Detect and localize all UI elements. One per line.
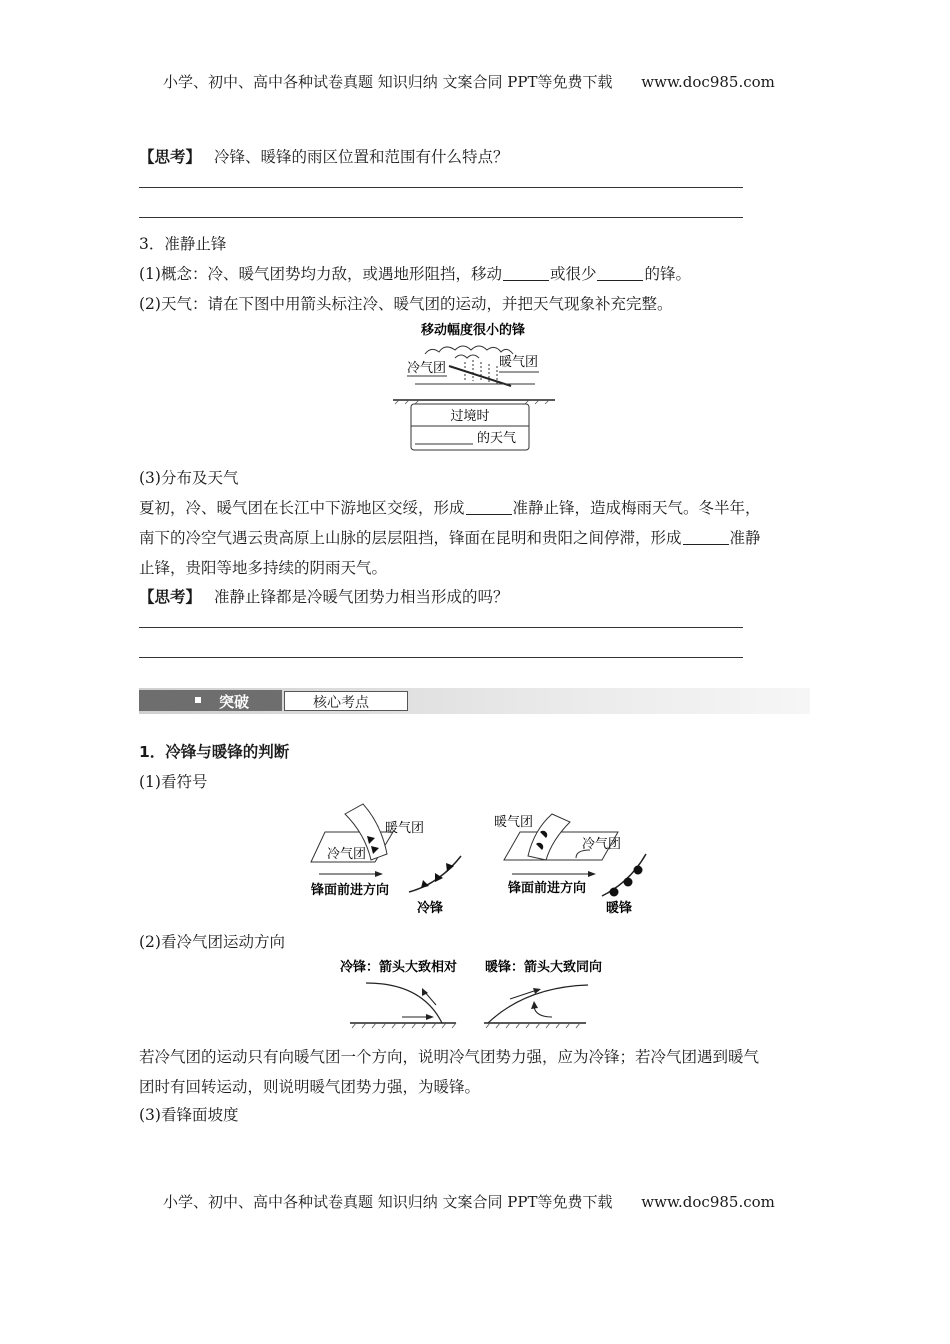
cold-front-label: 冷锋 xyxy=(417,901,444,916)
section-banner xyxy=(139,688,810,714)
concept-prefix: (1)概念：冷、暖气团势均力敌，或遇地形阻挡，移动 xyxy=(139,265,502,283)
fill-blank xyxy=(466,500,512,515)
concept-line xyxy=(139,262,691,284)
section-3-title: 3．准静止锋 xyxy=(139,235,227,253)
warm-front-semicircles xyxy=(610,866,643,897)
cold-front-triangles xyxy=(421,863,454,888)
slope-title: (3)看锋面坡度 xyxy=(139,1106,239,1124)
concept-mid: 或很少 xyxy=(549,265,597,283)
banner-bullet-icon xyxy=(195,697,201,703)
direction-label: 锋面前进方向 xyxy=(311,883,390,898)
direction-label: 锋面前进方向 xyxy=(508,881,587,896)
think-text: 冷锋、暖锋的雨区位置和范围有什么特点？ xyxy=(213,148,509,166)
cold-front-motion-label: 冷锋：箭头大致相对 xyxy=(340,960,458,975)
answer-line xyxy=(139,187,743,188)
air-motion-figure xyxy=(330,955,630,1035)
header-url: www.doc985.com xyxy=(641,73,775,91)
think-tag: 【思考】 xyxy=(139,587,202,606)
answer-line xyxy=(139,627,743,628)
cold-air-label: 冷气团 xyxy=(582,837,622,852)
dist-text: 准静止锋，造成梅雨天气。冬半年， xyxy=(512,499,761,517)
motion-title: (2)看冷气团运动方向 xyxy=(139,933,285,951)
dist-text: 南下的冷空气遇云贵高原上山脉的层层阻挡，锋面在昆明和贵阳之间停滞，形成 xyxy=(139,529,682,547)
fill-blank xyxy=(503,266,549,281)
cold-front-symbol-figure xyxy=(305,800,475,918)
stationary-front-figure xyxy=(385,318,565,458)
warm-air-label: 暖气团 xyxy=(385,821,425,836)
cold-air-label: 冷气团 xyxy=(327,847,367,862)
warm-front-label: 暖锋 xyxy=(606,901,633,916)
fill-blank xyxy=(597,266,643,281)
banner-right-text: 核心考点 xyxy=(313,695,369,711)
warm-air-arrow xyxy=(510,991,534,999)
banner-left-text: 突破 xyxy=(219,693,250,711)
cold-air-return-arrow xyxy=(534,1007,552,1017)
paragraph-line-1: 若冷气团的运动只有向暖气团一个方向，说明冷气团势力强，应为冷锋；若冷气团遇到暖气 xyxy=(139,1048,760,1066)
weather-line: (2)天气：请在下图中用箭头标注冷、暖气团的运动，并把天气现象补充完整。 xyxy=(139,295,673,313)
answer-line xyxy=(139,657,743,658)
distribution-line-2 xyxy=(139,526,761,548)
footer-url: www.doc985.com xyxy=(641,1193,775,1211)
distribution-line-1 xyxy=(139,496,761,518)
cold-air-label: 冷气团 xyxy=(407,361,447,376)
warm-front-motion-label: 暖锋：箭头大致同向 xyxy=(485,960,603,975)
warm-front-symbol-figure xyxy=(490,800,660,918)
dist-text: 准静 xyxy=(729,529,761,547)
think-question-2 xyxy=(139,585,508,607)
banner-left-block xyxy=(139,690,282,711)
figure-title: 移动幅度很小的锋 xyxy=(420,323,526,338)
concept-suffix: 的锋。 xyxy=(644,265,691,283)
header-text: 小学、初中、高中各种试卷真题 知识归纳 文案合同 PPT等免费下载 xyxy=(163,73,613,91)
arrowhead xyxy=(375,871,383,877)
paragraph-line-2: 团时有回转运动，则说明暖气团势力强，为暖锋。 xyxy=(139,1078,481,1096)
distribution-title: (3)分布及天气 xyxy=(139,469,239,487)
arrowhead xyxy=(426,1014,434,1020)
banner-right-box xyxy=(284,691,408,711)
warm-air-label: 暖气团 xyxy=(499,355,539,370)
symbol-title: (1)看符号 xyxy=(139,773,208,791)
think-tag: 【思考】 xyxy=(139,147,202,166)
judge-title: 1．冷锋与暖锋的判断 xyxy=(139,743,290,761)
distribution-line-3: 止锋，贵阳等地多持续的阴雨天气。 xyxy=(139,559,388,577)
front-line xyxy=(602,854,646,896)
box-bottom-text: 的天气 xyxy=(477,431,517,446)
footer-text: 小学、初中、高中各种试卷真题 知识归纳 文案合同 PPT等免费下载 xyxy=(163,1193,613,1211)
fill-blank xyxy=(683,530,729,545)
think-text: 准静止锋都是冷暖气团势力相当形成的吗？ xyxy=(213,588,509,606)
arrowhead xyxy=(531,1001,538,1009)
dist-text: 夏初，冷、暖气团在长江中下游地区交绥，形成 xyxy=(139,499,465,517)
answer-line xyxy=(139,217,743,218)
warm-air-label: 暖气团 xyxy=(494,815,534,830)
page-header xyxy=(163,71,775,92)
page-footer xyxy=(163,1191,775,1212)
cloud-shape xyxy=(455,355,479,358)
cloud-shape xyxy=(425,346,513,354)
arrowhead xyxy=(588,871,596,877)
box-top-text: 过境时 xyxy=(450,409,490,424)
think-question-1 xyxy=(139,145,508,167)
